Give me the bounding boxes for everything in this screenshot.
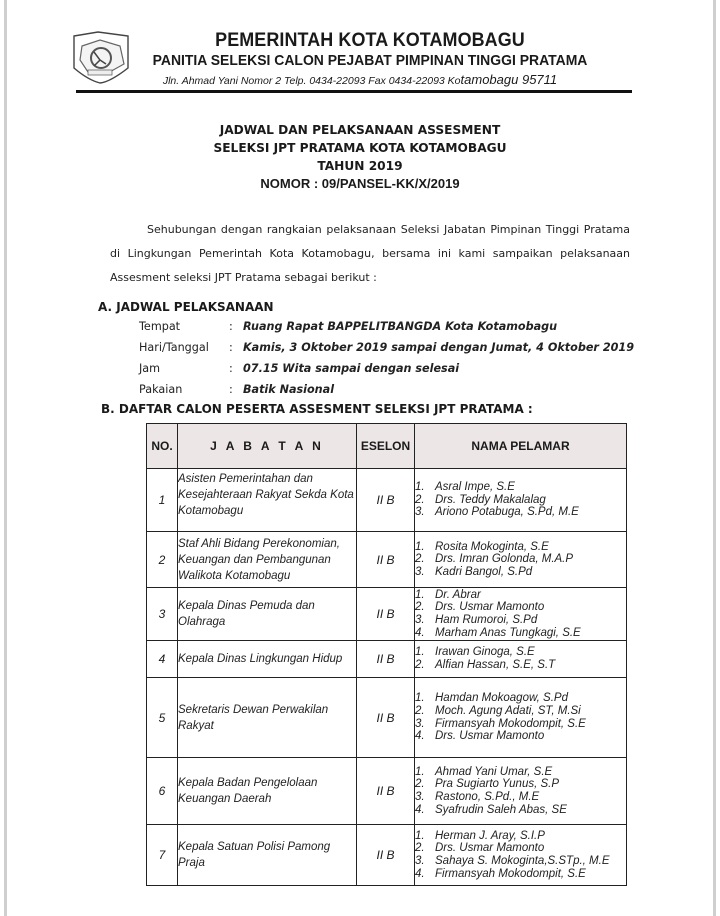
- applicant-item: [415, 646, 626, 659]
- header-eselon: ESELON: [357, 424, 415, 469]
- applicant-name: Firmansyah Mokodompit, S.E: [435, 717, 586, 730]
- schedule-row-jam: [139, 362, 459, 375]
- applicant-number: 2.: [415, 553, 425, 566]
- applicant-name: Hamdan Mokoagow, S.Pd: [435, 692, 568, 705]
- applicant-name: Asral Impe, S.E: [435, 481, 515, 494]
- applicant-name: Syafrudin Saleh Abas, SE: [435, 803, 567, 816]
- applicant-item: [415, 842, 626, 855]
- applicant-number: 2.: [415, 659, 425, 671]
- applicant-name: Moch. Agung Adati, ST, M.Si: [435, 704, 581, 717]
- applicant-name: Drs. Teddy Makalalag: [435, 493, 546, 506]
- applicant-item: [415, 766, 626, 779]
- applicant-item: [415, 494, 626, 507]
- schedule-colon: :: [229, 383, 233, 396]
- applicant-item: [415, 566, 626, 579]
- table-row: [147, 532, 627, 588]
- row-number: 3: [147, 588, 178, 641]
- row-number: 2: [147, 532, 178, 588]
- table-row: [147, 758, 627, 825]
- applicant-name: Ariono Potabuga, S.Pd, M.E: [435, 506, 579, 519]
- applicant-number: 3.: [415, 791, 425, 803]
- applicant-number: 4.: [415, 730, 425, 743]
- row-jabatan: Kepala Dinas Pemuda dan Olahraga: [178, 588, 357, 641]
- kotamobagu-crest-icon: [70, 30, 132, 84]
- applicant-item: [415, 553, 626, 566]
- applicant-item: [415, 627, 626, 640]
- applicant-number: 1.: [415, 646, 425, 659]
- intro-text: Sehubungan dengan rangkaian pelaksanaan Seleksi Jabatan Pimpinan Tinggi Pratama di Lingkungan Pemerintah Kota Kotamobagu, bersama ini kami sampaikan pelaksanaan Assesment seleksi JPT Pratama sebagai berikut :: [110, 223, 630, 284]
- applicant-name: Drs. Imran Golonda, M.A.P: [435, 553, 574, 566]
- applicant-number: 3.: [415, 717, 425, 730]
- applicant-number: 3.: [415, 565, 425, 578]
- applicant-number: 4.: [415, 626, 425, 639]
- row-nama-pelamar: [415, 588, 627, 641]
- schedule-row-tempat: [139, 320, 557, 333]
- intro-paragraph: [110, 218, 630, 290]
- row-eselon: II B: [357, 469, 415, 532]
- row-eselon: II B: [357, 641, 415, 678]
- row-number: 5: [147, 678, 178, 758]
- applicant-item: [415, 718, 626, 731]
- applicant-name: Marham Anas Tungkagi, S.E: [435, 626, 581, 639]
- applicant-number: 1.: [415, 481, 425, 494]
- applicant-item: [415, 730, 626, 743]
- applicant-item: [415, 692, 626, 705]
- applicant-number: 1.: [415, 588, 425, 601]
- address-text: Jln. Ahmad Yani Nomor 2 Telp. 0434-22093 Fax 0434-22093 Ko: [162, 75, 461, 87]
- applicant-number: 3.: [415, 855, 425, 867]
- table-row: [147, 641, 627, 678]
- row-number: 6: [147, 758, 178, 825]
- applicant-number: 4.: [415, 867, 425, 880]
- address-city: tamobagu 95711: [460, 72, 558, 87]
- applicant-name: Alfian Hassan, S.E, S.T: [435, 659, 556, 671]
- page-edge-right: [713, 0, 716, 916]
- applicant-name: Ham Rumoroi, S.Pd: [435, 614, 538, 626]
- title-line-1: JADWAL DAN PELAKSANAAN ASSESMENT: [219, 123, 501, 137]
- title-line-3: TAHUN 2019: [317, 159, 403, 173]
- applicant-item: [415, 601, 626, 614]
- letterhead-divider: [76, 90, 632, 93]
- applicant-number: 1.: [415, 692, 425, 705]
- applicant-item: [415, 659, 626, 672]
- schedule-label: Tempat: [139, 320, 181, 333]
- applicant-name: Pra Sugiarto Yunus, S.P: [435, 778, 560, 791]
- applicant-item: [415, 791, 626, 804]
- table-row: [147, 469, 627, 532]
- applicant-name: Kadri Bangol, S.Pd: [435, 565, 533, 578]
- section-b-title: B. DAFTAR CALON PESERTA ASSESMENT SELEKSI JPT PRATAMA :: [101, 402, 533, 416]
- row-jabatan: Kepala Satuan Polisi Pamong Praja: [178, 825, 357, 886]
- applicant-name: Irawan Ginoga, S.E: [435, 646, 535, 659]
- row-number: 1: [147, 469, 178, 532]
- applicant-item: [415, 481, 626, 494]
- title-line-2: SELEKSI JPT PRATAMA KOTA KOTAMOBAGU: [213, 141, 507, 155]
- schedule-row-tanggal: [139, 341, 634, 354]
- schedule-value: Kamis, 3 Oktober 2019 sampai dengan Jumat, 4 Oktober 2019: [243, 341, 634, 354]
- applicant-name: Ahmad Yani Umar, S.E: [435, 765, 553, 778]
- schedule-value: Batik Nasional: [243, 383, 335, 396]
- header-jabatan: J A B A T A N: [178, 424, 357, 469]
- letterhead-title: PEMERINTAH KOTA KOTAMOBAGU: [215, 29, 525, 51]
- row-jabatan: Kepala Badan Pengelolaan Keuangan Daerah: [178, 758, 357, 825]
- row-eselon: II B: [357, 532, 415, 588]
- applicant-name: Drs. Usmar Mamonto: [435, 601, 545, 614]
- document-title-block: [150, 121, 570, 193]
- schedule-value: 07.15 Wita sampai dengan selesai: [243, 362, 460, 375]
- applicant-number: 1.: [415, 765, 425, 778]
- applicant-item: [415, 506, 626, 519]
- header-nama-pelamar: NAMA PELAMAR: [415, 424, 627, 469]
- row-eselon: II B: [357, 678, 415, 758]
- table-row: [147, 678, 627, 758]
- applicant-name: Drs. Usmar Mamonto: [435, 842, 545, 855]
- row-number: 4: [147, 641, 178, 678]
- candidate-table: [146, 423, 627, 886]
- table-header-row: [147, 424, 627, 469]
- row-nama-pelamar: [415, 678, 627, 758]
- applicant-number: 2.: [415, 778, 425, 791]
- applicant-item: [415, 589, 626, 602]
- applicant-number: 1.: [415, 540, 425, 553]
- applicant-number: 3.: [415, 506, 425, 519]
- applicant-name: Dr. Abrar: [435, 588, 481, 601]
- applicant-name: Firmansyah Mokodompit, S.E: [435, 867, 586, 880]
- section-a-title: A. JADWAL PELAKSANAAN: [98, 300, 274, 314]
- row-jabatan: Staf Ahli Bidang Perekonomian, Keuangan dan Pembangunan Walikota Kotamobagu: [178, 532, 357, 588]
- applicant-number: 3.: [415, 614, 425, 626]
- applicant-item: [415, 830, 626, 843]
- table-row: [147, 825, 627, 886]
- row-nama-pelamar: [415, 641, 627, 678]
- applicant-item: [415, 804, 626, 817]
- applicant-item: [415, 778, 626, 791]
- applicant-name: Rosita Mokoginta, S.E: [435, 540, 549, 553]
- row-eselon: II B: [357, 758, 415, 825]
- letterhead-address: [150, 72, 570, 87]
- applicant-item: [415, 541, 626, 554]
- row-nama-pelamar: [415, 469, 627, 532]
- applicant-item: [415, 614, 626, 627]
- schedule-label: Hari/Tanggal: [139, 341, 209, 354]
- schedule-colon: :: [229, 341, 233, 354]
- applicant-number: 2.: [415, 704, 425, 717]
- table-row: [147, 588, 627, 641]
- row-nama-pelamar: [415, 758, 627, 825]
- applicant-number: 2.: [415, 493, 425, 506]
- letterhead-subtitle: PANITIA SELEKSI CALON PEJABAT PIMPINAN TINGGI PRATAMA: [152, 52, 588, 69]
- page-edge-left: [4, 0, 7, 916]
- schedule-value: Ruang Rapat BAPPELITBANGDA Kota Kotamobagu: [243, 320, 558, 333]
- row-jabatan: Asisten Pemerintahan dan Kesejahteraan Rakyat Sekda Kota Kotamobagu: [178, 469, 357, 532]
- row-eselon: II B: [357, 825, 415, 886]
- header-no: NO.: [147, 424, 178, 469]
- applicant-item: [415, 868, 626, 881]
- row-eselon: II B: [357, 588, 415, 641]
- row-jabatan: Sekretaris Dewan Perwakilan Rakyat: [178, 678, 357, 758]
- applicant-number: 4.: [415, 803, 425, 816]
- schedule-colon: :: [229, 320, 233, 333]
- row-nama-pelamar: [415, 825, 627, 886]
- applicant-name: Rastono, S.Pd., M.E: [435, 791, 540, 803]
- applicant-number: 2.: [415, 842, 425, 855]
- applicant-name: Drs. Usmar Mamonto: [435, 730, 545, 743]
- applicant-number: 1.: [415, 829, 425, 842]
- row-nama-pelamar: [415, 532, 627, 588]
- applicant-name: Sahaya S. Mokoginta,S.STp., M.E: [435, 855, 610, 867]
- schedule-row-pakaian: [139, 383, 334, 396]
- applicant-name: Herman J. Aray, S.I.P: [435, 829, 545, 842]
- schedule-label: Pakaian: [139, 383, 183, 396]
- schedule-label: Jam: [139, 362, 161, 375]
- applicant-item: [415, 855, 626, 868]
- applicant-item: [415, 705, 626, 718]
- document-number: NOMOR : 09/PANSEL-KK/X/2019: [260, 176, 460, 191]
- applicant-number: 2.: [415, 601, 425, 614]
- schedule-colon: :: [229, 362, 233, 375]
- row-number: 7: [147, 825, 178, 886]
- row-jabatan: Kepala Dinas Lingkungan Hidup: [178, 641, 357, 678]
